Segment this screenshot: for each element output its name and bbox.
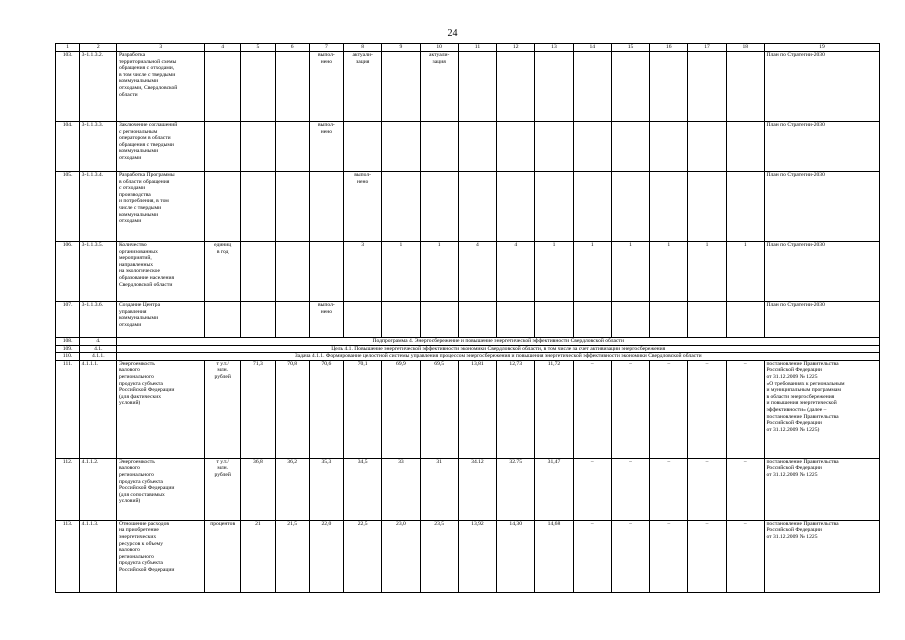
value-cell: 36,8 (241, 458, 275, 520)
column-header: 5 (241, 44, 275, 52)
table-row (56, 458, 880, 520)
indicator-name: Энергоемкость валового регионального продукта субъекта Российской Федерации (для сопоставимых условий) (117, 458, 205, 520)
column-header: 3 (117, 44, 205, 52)
value-cell: актуали- зация (420, 52, 458, 122)
value-cell (275, 52, 309, 122)
value-cell (650, 122, 688, 172)
row-code: 4.1.1.3. (80, 520, 117, 592)
value-cell (275, 302, 309, 338)
table-row (56, 360, 880, 458)
column-header: 11 (458, 44, 496, 52)
table-row (56, 242, 880, 302)
value-cell: 1 (573, 242, 611, 302)
value-cell (382, 172, 420, 242)
value-cell (458, 52, 496, 122)
row-number: 113. (56, 520, 80, 592)
value-cell: 11,72 (535, 360, 573, 458)
value-cell (309, 172, 343, 242)
value-cell (458, 302, 496, 338)
value-cell (497, 52, 535, 122)
value-cell: 1 (650, 242, 688, 302)
value-cell (275, 172, 309, 242)
value-cell (241, 242, 275, 302)
value-cell: – (573, 360, 611, 458)
value-cell: 22,0 (309, 520, 343, 592)
row-code: 4.1.1.1. (80, 360, 117, 458)
value-cell (650, 52, 688, 122)
value-cell: 12,73 (497, 360, 535, 458)
value-cell (420, 172, 458, 242)
column-header: 8 (344, 44, 382, 52)
value-cell: 33 (382, 458, 420, 520)
note-cell: План по Стратегии-2030 (764, 302, 879, 338)
value-cell (650, 302, 688, 338)
value-cell: выпол- нено (344, 172, 382, 242)
value-cell (420, 302, 458, 338)
section-title: Цель 4.1. Повышение энергетической эффективности экономики Свердловской области, в том числе за счет активизации энергосбережения (117, 345, 880, 353)
indicator-name: Создание Центра управления коммунальными отходами (117, 302, 205, 338)
value-cell (688, 122, 726, 172)
value-cell: 1 (535, 242, 573, 302)
value-cell (497, 302, 535, 338)
section-title: Подпрограмма 4. Энергосбережение и повышение энергетической эффективности Свердловской области (117, 338, 880, 346)
column-header: 1 (56, 44, 80, 52)
value-cell (573, 52, 611, 122)
value-cell: 23,0 (382, 520, 420, 592)
value-cell (497, 172, 535, 242)
value-cell: 71,3 (241, 360, 275, 458)
row-number: 106. (56, 242, 80, 302)
value-cell: – (726, 458, 764, 520)
value-cell (688, 172, 726, 242)
value-cell (726, 52, 764, 122)
value-cell (382, 302, 420, 338)
table-row (56, 122, 880, 172)
value-cell (573, 302, 611, 338)
table-row (56, 172, 880, 242)
note-cell: постановление Правительства Российской Федерации от 31.12.2009 № 1225 «О требованиях к региональным и муниципальным программам в области энергосбережения и повышения энергетической эффективности» (далее – постановление Правительства Российской Федерации от 31.12.2009 № 1225) (764, 360, 879, 458)
value-cell (344, 302, 382, 338)
row-number: 111. (56, 360, 80, 458)
value-cell (726, 122, 764, 172)
value-cell: – (611, 458, 649, 520)
indicator-name: Отношение расходов на приобретение энергетических ресурсов к объему валового регионального продукта субъекта Российской Федерации (117, 520, 205, 592)
value-cell (458, 122, 496, 172)
value-cell (420, 122, 458, 172)
value-cell (688, 52, 726, 122)
indicator-name: Энергоемкость валового регионального продукта субъекта Российской Федерации (для фактических условий) (117, 360, 205, 458)
value-cell: 32.75 (497, 458, 535, 520)
row-number: 107. (56, 302, 80, 338)
value-cell: 1 (382, 242, 420, 302)
value-cell: 14,30 (497, 520, 535, 592)
row-number: 110. (56, 353, 80, 361)
value-cell (275, 242, 309, 302)
row-code: 3-1.1.3.6. (80, 302, 117, 338)
value-cell: – (688, 458, 726, 520)
indicators-table (55, 43, 880, 593)
row-code: 4. (80, 338, 117, 346)
note-cell: План по Стратегии-2030 (764, 172, 879, 242)
value-cell (241, 302, 275, 338)
value-cell: 4 (497, 242, 535, 302)
unit-cell: т у.т./ млн. рублей (205, 458, 241, 520)
value-cell: – (650, 360, 688, 458)
column-header: 19 (764, 44, 879, 52)
value-cell: 14,68 (535, 520, 573, 592)
value-cell: – (573, 458, 611, 520)
value-cell: 23,5 (420, 520, 458, 592)
row-number: 112. (56, 458, 80, 520)
section-row (56, 338, 880, 346)
value-cell: – (573, 520, 611, 592)
value-cell: 13,81 (458, 360, 496, 458)
table-row (56, 520, 880, 592)
value-cell: 1 (420, 242, 458, 302)
table-row (56, 302, 880, 338)
value-cell: 21,5 (275, 520, 309, 592)
note-cell: постановление Правительства Российской Федерации от 31.12.2009 № 1225 (764, 458, 879, 520)
value-cell: 3 (344, 242, 382, 302)
value-cell (275, 122, 309, 172)
unit-cell: процентов (205, 520, 241, 592)
value-cell (726, 302, 764, 338)
column-header: 15 (611, 44, 649, 52)
section-row (56, 345, 880, 353)
indicator-name: Количество организованных мероприятий, направленных на экологическое образование населения Свердловской области (117, 242, 205, 302)
row-number: 109. (56, 345, 80, 353)
value-cell: выпол- нено (309, 302, 343, 338)
column-header: 4 (205, 44, 241, 52)
section-title: Задача 4.1.1. Формирование целостной системы управления процессом энергосбережения и повышения энергетической эффективности экономики Свердловской области (117, 353, 880, 361)
value-cell (458, 172, 496, 242)
column-header: 14 (573, 44, 611, 52)
column-header: 9 (382, 44, 420, 52)
unit-cell (205, 52, 241, 122)
note-cell: План по Стратегии-2030 (764, 122, 879, 172)
value-cell (497, 122, 535, 172)
value-cell: 1 (726, 242, 764, 302)
value-cell (688, 302, 726, 338)
value-cell (535, 122, 573, 172)
value-cell (309, 242, 343, 302)
row-code: 3-1.1.3.5. (80, 242, 117, 302)
value-cell: 13,92 (458, 520, 496, 592)
value-cell (382, 122, 420, 172)
value-cell: 69,5 (420, 360, 458, 458)
row-number: 104. (56, 122, 80, 172)
value-cell (573, 122, 611, 172)
value-cell: 1 (688, 242, 726, 302)
value-cell: выпол- нено (309, 122, 343, 172)
note-cell: План по Стратегии-2030 (764, 52, 879, 122)
value-cell: – (688, 360, 726, 458)
unit-cell (205, 172, 241, 242)
value-cell: – (650, 458, 688, 520)
table-body (56, 44, 880, 593)
value-cell: – (611, 520, 649, 592)
value-cell (535, 172, 573, 242)
value-cell: выпол- нено (309, 52, 343, 122)
value-cell: 21 (241, 520, 275, 592)
value-cell: актуали- зация (344, 52, 382, 122)
value-cell: 70,1 (344, 360, 382, 458)
value-cell (726, 172, 764, 242)
column-header: 18 (726, 44, 764, 52)
value-cell: – (650, 520, 688, 592)
row-number: 105. (56, 172, 80, 242)
row-code: 4.1. (80, 345, 117, 353)
value-cell (611, 302, 649, 338)
row-number: 103. (56, 52, 80, 122)
section-row (56, 353, 880, 361)
unit-cell (205, 302, 241, 338)
value-cell: 70,6 (309, 360, 343, 458)
row-code: 4.1.1.2. (80, 458, 117, 520)
value-cell (535, 302, 573, 338)
value-cell: 31,47 (535, 458, 573, 520)
column-header: 7 (309, 44, 343, 52)
row-code: 3-1.1.3.4. (80, 172, 117, 242)
note-cell: План по Стратегии-2030 (764, 242, 879, 302)
value-cell (611, 122, 649, 172)
value-cell (650, 172, 688, 242)
column-header: 13 (535, 44, 573, 52)
header-row (56, 44, 880, 52)
value-cell: 4 (458, 242, 496, 302)
indicator-name: Разработка Программы в области обращения с отходами производства и потребления, в том числе с твердыми коммунальными отходами (117, 172, 205, 242)
value-cell (611, 52, 649, 122)
value-cell: – (726, 360, 764, 458)
page-number: 24 (447, 28, 458, 39)
value-cell (535, 52, 573, 122)
value-cell: 22,5 (344, 520, 382, 592)
value-cell (611, 172, 649, 242)
column-header: 2 (80, 44, 117, 52)
value-cell: 69,9 (382, 360, 420, 458)
column-header: 10 (420, 44, 458, 52)
column-header: 6 (275, 44, 309, 52)
indicator-name: Заключение соглашений с региональным оператором в области обращения с твердыми коммунальными отходами (117, 122, 205, 172)
value-cell (241, 122, 275, 172)
value-cell: – (688, 520, 726, 592)
value-cell: 70,8 (275, 360, 309, 458)
table-row (56, 52, 880, 122)
value-cell: 34,5 (344, 458, 382, 520)
value-cell (573, 172, 611, 242)
value-cell: 31 (420, 458, 458, 520)
value-cell (344, 122, 382, 172)
value-cell (241, 52, 275, 122)
column-header: 16 (650, 44, 688, 52)
column-header: 17 (688, 44, 726, 52)
value-cell: 35,3 (309, 458, 343, 520)
value-cell (241, 172, 275, 242)
unit-cell: т у.т./ млн. рублей (205, 360, 241, 458)
value-cell: – (726, 520, 764, 592)
indicator-name: Разработка территориальной схемы обращения с отходами, в том числе с твердыми коммунальными отходами, Свердловской области (117, 52, 205, 122)
value-cell: 34.12 (458, 458, 496, 520)
value-cell (382, 52, 420, 122)
row-code: 3-1.1.3.2. (80, 52, 117, 122)
column-header: 12 (497, 44, 535, 52)
note-cell: постановление Правительства Российской Федерации от 31.12.2009 № 1225 (764, 520, 879, 592)
unit-cell: единиц в год (205, 242, 241, 302)
row-code: 3-1.1.3.3. (80, 122, 117, 172)
value-cell: 36,2 (275, 458, 309, 520)
value-cell: 1 (611, 242, 649, 302)
unit-cell (205, 122, 241, 172)
value-cell: – (611, 360, 649, 458)
row-code: 4.1.1. (80, 353, 117, 361)
row-number: 108. (56, 338, 80, 346)
